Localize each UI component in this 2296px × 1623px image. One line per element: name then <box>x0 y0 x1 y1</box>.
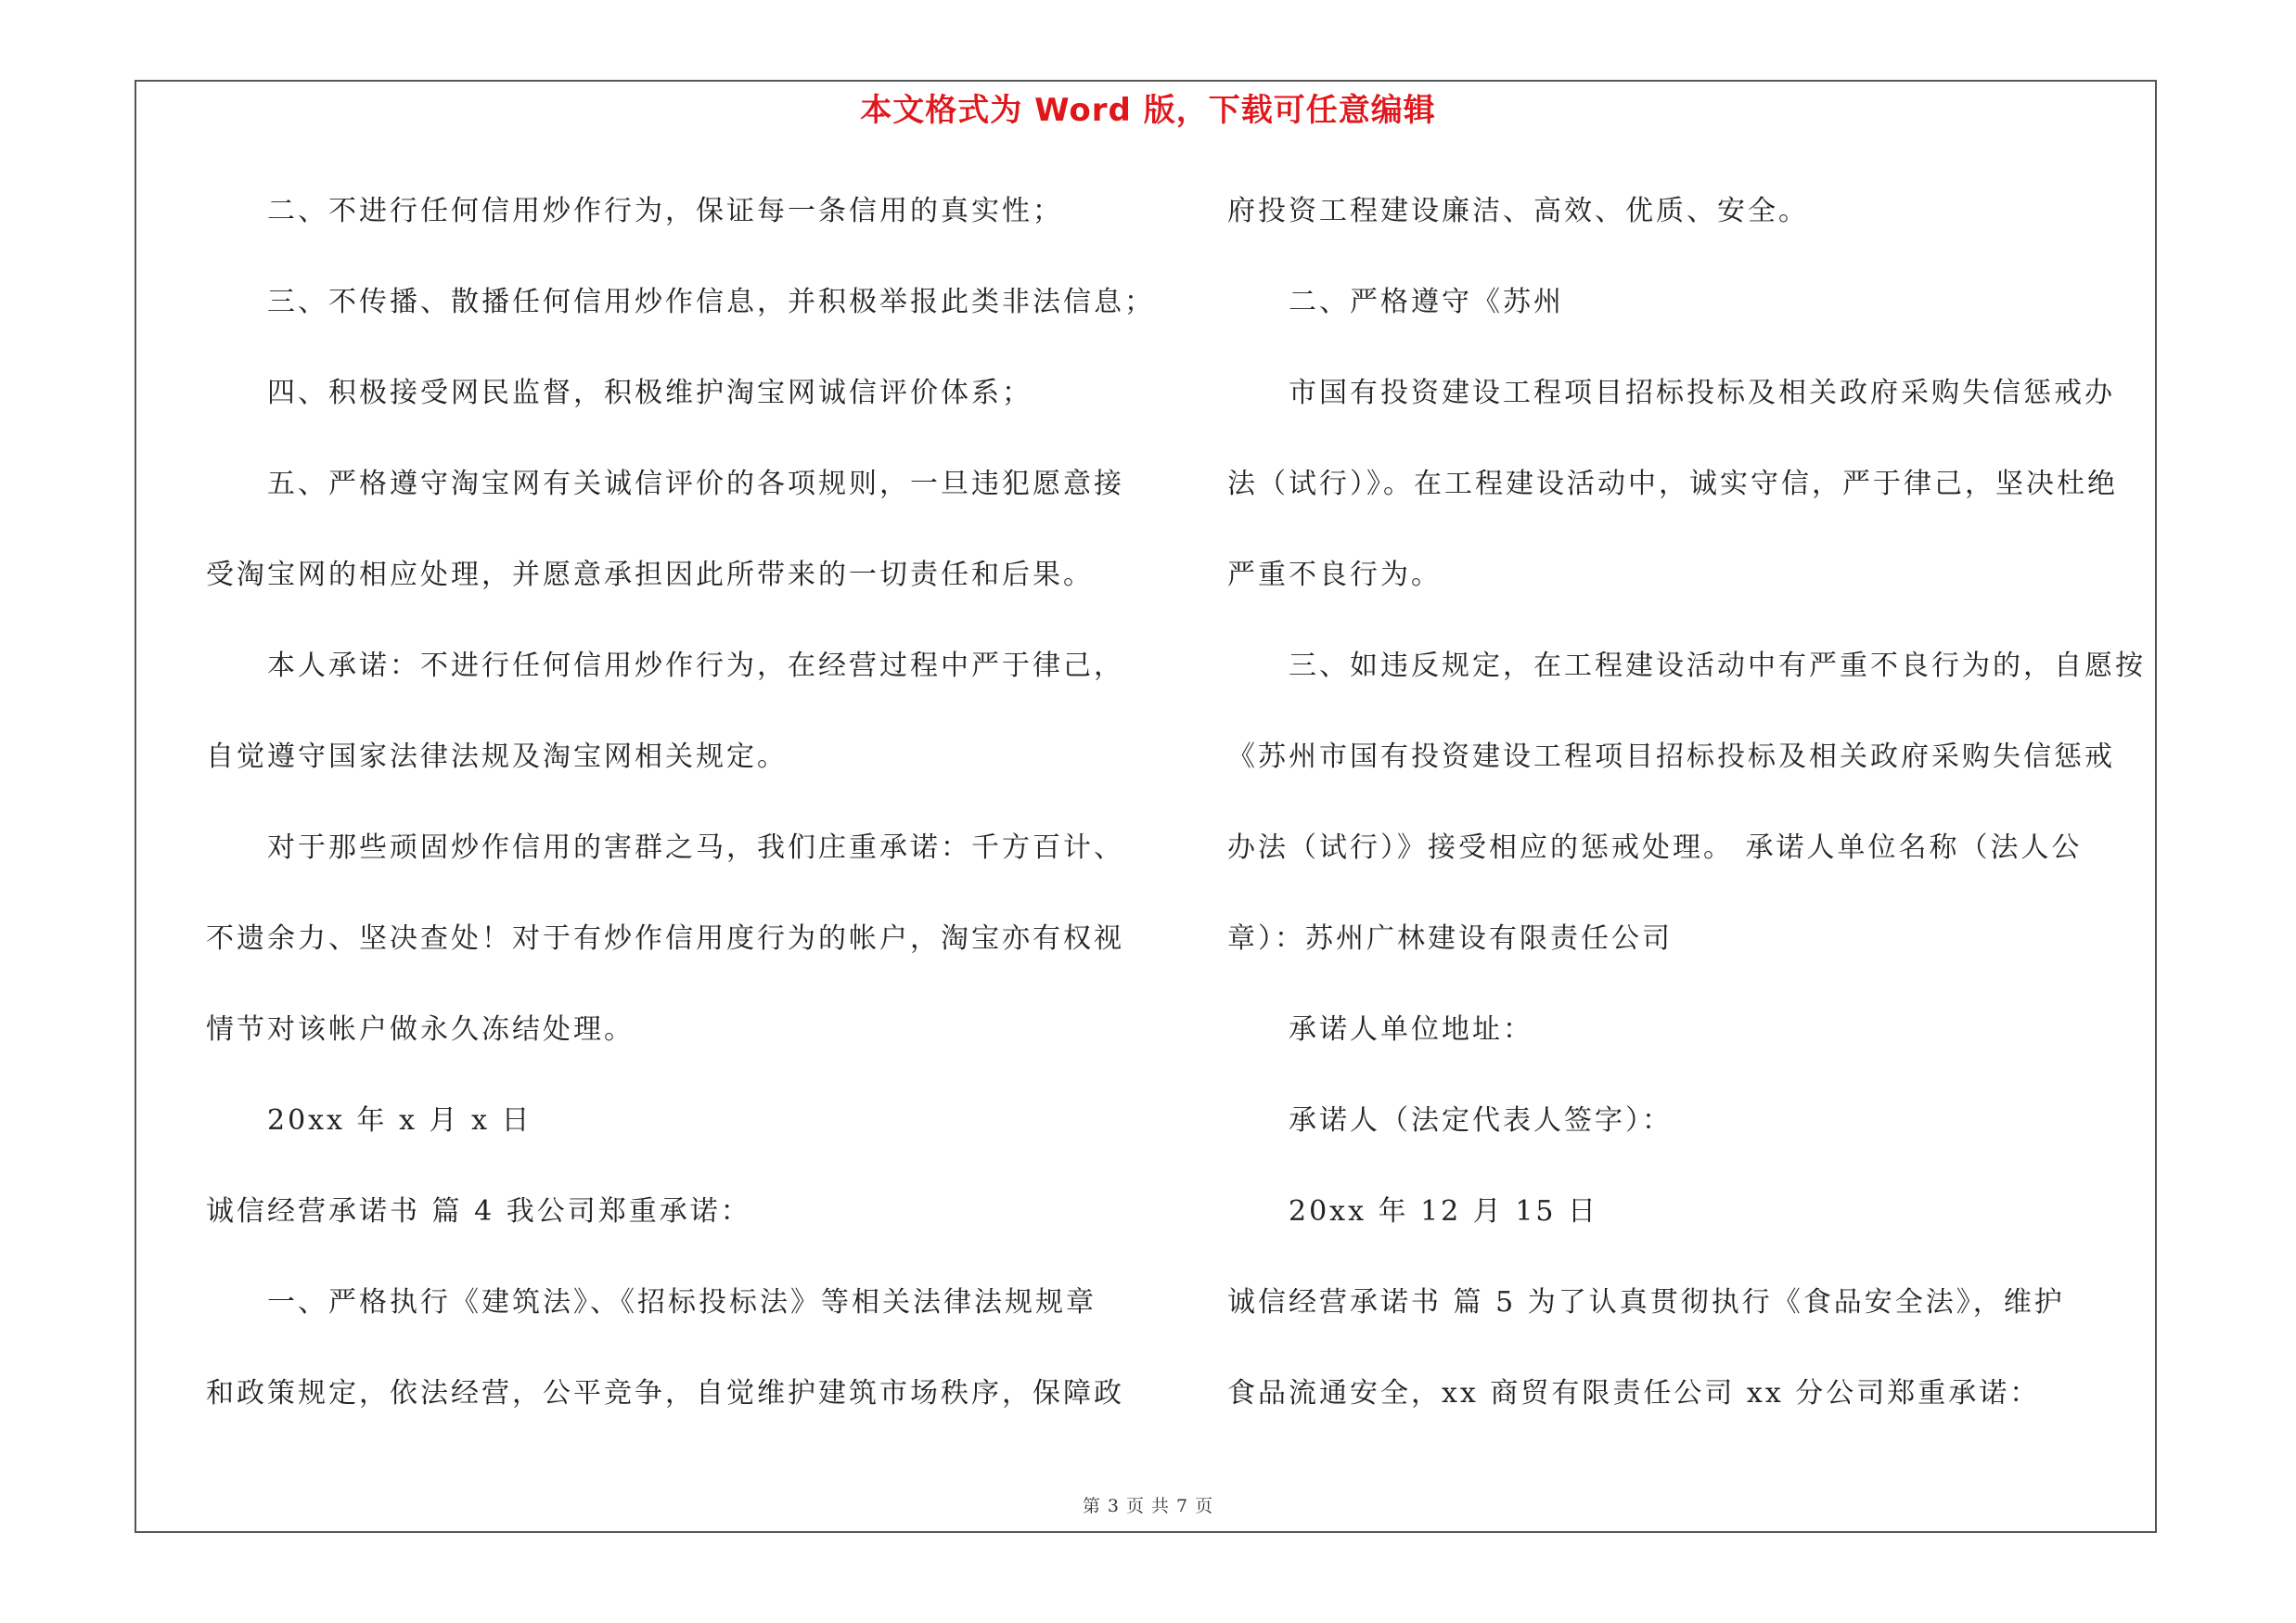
text-line: 对于那些顽固炒作信用的害群之马，我们庄重承诺：千方百计、 <box>267 831 1124 864</box>
text-line: 和政策规定，依法经营，公平竞争，自觉维护建筑市场秩序，保障政 <box>206 1377 1124 1410</box>
text-line: 府投资工程建设廉洁、高效、优质、安全。 <box>1227 195 1809 227</box>
text-line: 章）：苏州广林建设有限责任公司 <box>1227 922 1673 955</box>
text-line: 三、如违反规定，在工程建设活动中有严重不良行为的，自愿按 <box>1289 650 2146 682</box>
right-column <box>1227 182 2155 1455</box>
text-line: 严重不良行为。 <box>1227 559 1442 591</box>
date-line: 20xx 年 x 月 x 日 <box>267 1104 532 1137</box>
text-line: 承诺人单位地址： <box>1289 1013 1533 1046</box>
text-line: 不遗余力、坚决查处！对于有炒作信用度行为的帐户，淘宝亦有权视 <box>206 922 1124 955</box>
text-line: 二、严格遵守《苏州 <box>1289 286 1564 318</box>
text-line: 五、严格遵守淘宝网有关诚信评价的各项规则，一旦违犯愿意接 <box>267 468 1124 500</box>
text-line: 二、不进行任何信用炒作行为，保证每一条信用的真实性； <box>267 195 1063 227</box>
left-column <box>206 182 1155 1455</box>
text-line: 自觉遵守国家法律法规及淘宝网相关规定。 <box>206 741 788 773</box>
format-banner: 本文格式为 Word 版，下载可任意编辑 <box>860 92 1436 129</box>
text-line: 办法（试行）》接受相应的惩戒处理。 承诺人单位名称（法人公 <box>1227 831 2083 864</box>
text-line: 本人承诺：不进行任何信用炒作行为，在经营过程中严于律己， <box>267 650 1124 682</box>
text-line: 承诺人（法定代表人签字）： <box>1289 1104 1673 1137</box>
section-heading: 诚信经营承诺书 篇 4 我公司郑重承诺： <box>206 1195 751 1228</box>
text-line: 三、不传播、散播任何信用炒作信息，并积极举报此类非法信息； <box>267 286 1155 318</box>
text-line: 一、严格执行《建筑法》、《招标投标法》等相关法律法规规章 <box>267 1286 1097 1319</box>
text-line: 食品流通安全，xx 商贸有限责任公司 xx 分公司郑重承诺： <box>1227 1377 2041 1410</box>
text-line: 法（试行）》。在工程建设活动中，诚实守信，严于律己，坚决杜绝 <box>1227 468 2118 500</box>
text-line: 四、积极接受网民监督，积极维护淘宝网诚信评价体系； <box>267 377 1033 409</box>
text-line: 情节对该帐户做永久冻结处理。 <box>206 1013 635 1046</box>
text-line: 市国有投资建设工程项目招标投标及相关政府采购失信惩戒办 <box>1289 377 2115 409</box>
date-line: 20xx 年 12 月 15 日 <box>1289 1195 1599 1228</box>
text-line: 受淘宝网的相应处理，并愿意承担因此所带来的一切责任和后果。 <box>206 559 1094 591</box>
text-line: 《苏州市国有投资建设工程项目招标投标及相关政府采购失信惩戒 <box>1227 741 2115 773</box>
section-heading: 诚信经营承诺书 篇 5 为了认真贯彻执行《食品安全法》，维护 <box>1227 1286 2065 1319</box>
page-number-footer: 第 3 页 共 7 页 <box>1082 1496 1214 1516</box>
